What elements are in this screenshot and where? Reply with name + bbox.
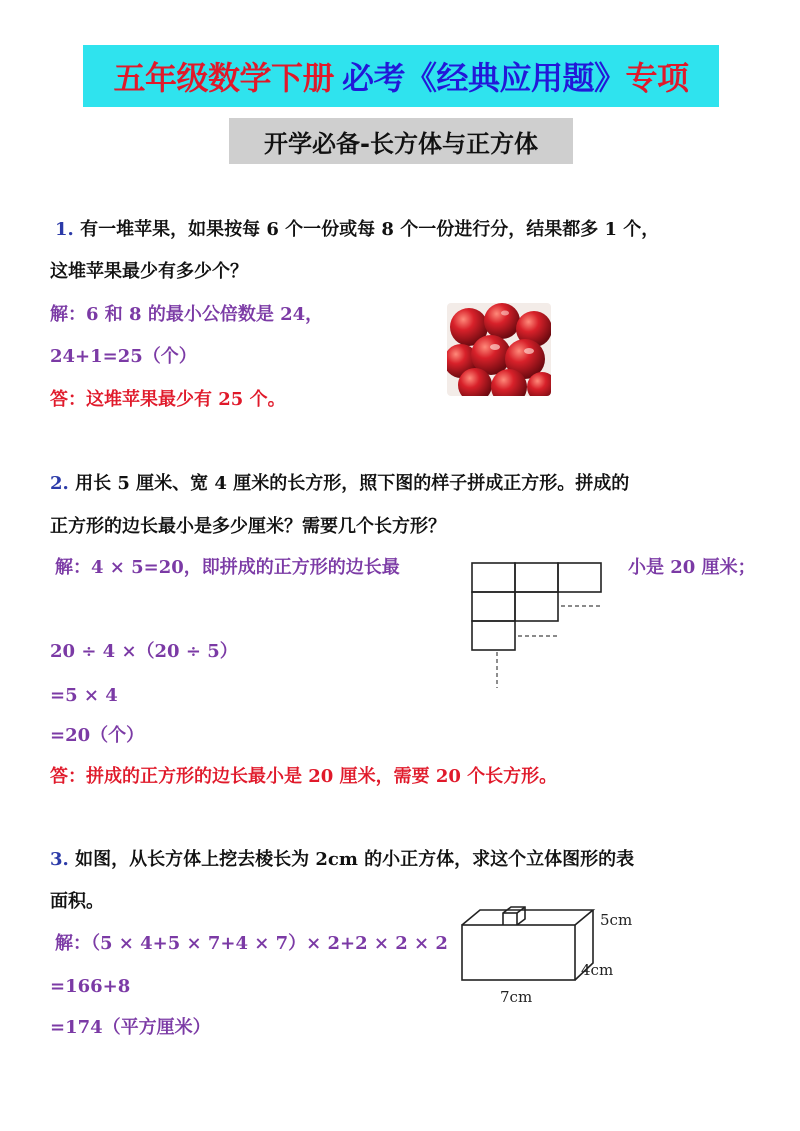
q3-solution-line3: =174（平方厘米） — [50, 1017, 211, 1038]
q1-solution-line2: 24+1=25（个） — [50, 346, 197, 367]
q1-text-line1: 1. 有一堆苹果，如果按每 6 个一份或每 8 个一份进行分，结果都多 1 个， — [55, 219, 660, 240]
title-part2: 必考《经典应用题》 — [341, 59, 626, 97]
length-label: 7cm — [500, 988, 533, 1006]
q2-number: 2. — [50, 473, 69, 494]
q2-text-line2: 正方形的边长最小是多少厘米？需要几个长方形？ — [50, 516, 446, 537]
q1-solution-line1: 解：6 和 8 的最小公倍数是 24， — [50, 304, 324, 325]
q2-answer: 答：拼成的正方形的边长最小是 20 厘米，需要 20 个长方形。 — [50, 766, 558, 787]
q1-text-line2: 这堆苹果最少有多少个？ — [50, 261, 248, 282]
q2-text-line1: 2. 用长 5 厘米、宽 4 厘米的长方形，照下图的样子拼成正方形。拼成的 — [50, 473, 630, 494]
q3-solution-line1: 解：（5 × 4+5 × 7+4 × 7）× 2+2 × 2 × 2 — [55, 933, 448, 954]
q3-number: 3. — [50, 849, 69, 870]
q3-text-line2: 面积。 — [50, 891, 104, 912]
title-part1: 五年级数学下册 — [113, 59, 334, 97]
apple-pile-image — [447, 303, 551, 396]
q3-text-line1: 3. 如图，从长方体上挖去棱长为 2cm 的小正方体，求这个立体图形的表 — [50, 849, 635, 870]
q2-solution-line3: =5 × 4 — [50, 685, 118, 706]
q2-solution-line4: =20（个） — [50, 725, 145, 746]
title-part3: 专项 — [625, 59, 689, 97]
cuboid-figure — [455, 905, 635, 1010]
q1-answer: 答：这堆苹果最少有 25 个。 — [50, 389, 286, 410]
rectangle-tiling-figure — [465, 560, 605, 690]
depth-label: 4cm — [581, 961, 614, 979]
page-title — [83, 45, 719, 107]
q2-solution-line1-b: 小是 20 厘米； — [628, 557, 756, 578]
q2-solution-line2: 20 ÷ 4 ×（20 ÷ 5） — [50, 641, 238, 662]
q3-solution-line2: =166+8 — [50, 976, 131, 997]
height-label: 5cm — [600, 911, 633, 929]
page-subtitle: 开学必备-长方体与正方体 — [229, 118, 573, 164]
q2-solution-line1-a: 解：4 × 5=20，即拼成的正方形的边长最 — [55, 557, 400, 578]
q1-number: 1. — [55, 219, 74, 240]
